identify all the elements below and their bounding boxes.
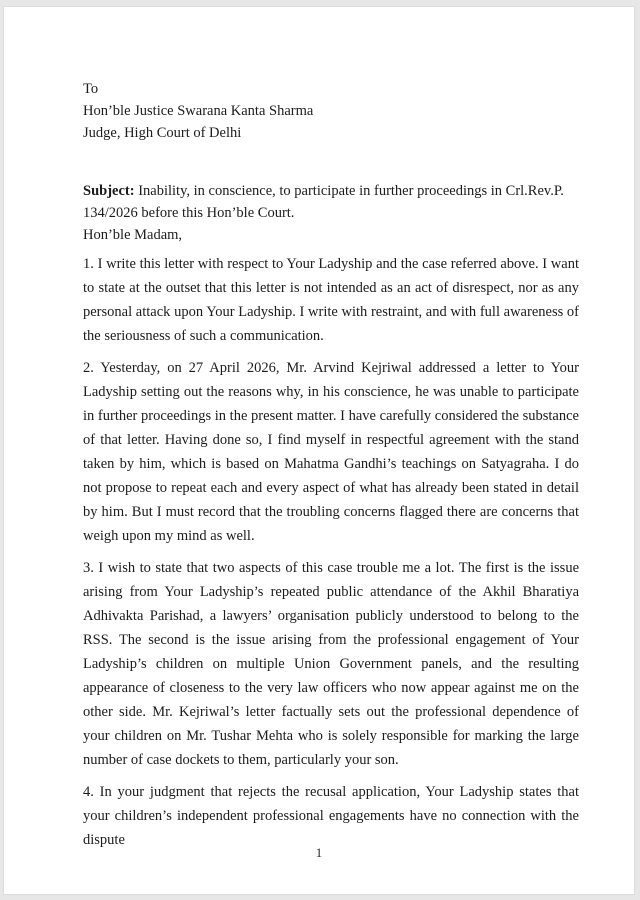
- subject-line: [83, 180, 579, 224]
- letter-paragraph-4: 4. In your judgment that rejects the recusal application, Your Ladyship states that your children’s independent professional engagements have no connection with the dispute: [83, 784, 579, 848]
- subject-text: Inability, in conscience, to participate in further proceedings in Crl.Rev.P. 134/2026 before this Hon’ble Court.: [83, 183, 564, 221]
- recipient-block: [83, 78, 579, 144]
- recipient-to: To: [83, 81, 99, 97]
- letter-body: [83, 78, 579, 852]
- recipient-title: Judge, High Court of Delhi: [83, 125, 242, 141]
- page-number: 1: [315, 845, 323, 860]
- letter-paragraph-3: 3. I wish to state that two aspects of this case trouble me a lot. The first is the issue arising from Your Ladyship’s repeated public attendance of the Akhil Bharatiya Adhivakta Parishad, a lawyers’ organisation publicly understood to belong to the RSS. The second is the issue arising from the professional engagement of Your Ladyship’s children on multiple Union Government panels, and the resulting appearance of closeness to the very law officers who now appear against me on the other side. Mr. Kejriwal’s letter factually sets out the professional dependence of your children on Mr. Tushar Mehta who is solely responsible for marking the large number of case dockets to them, particularly your son.: [83, 560, 579, 768]
- letter-paragraph-1: 1. I write this letter with respect to Your Ladyship and the case referred above. I want to state at the outset that this letter is not intended as an act of disrespect, nor as any personal attack upon Your Ladyship. I write with restraint, and with full awareness of the seriousness of such a communication.: [83, 256, 579, 344]
- letter-page: [3, 6, 635, 895]
- recipient-name: Hon’ble Justice Swarana Kanta Sharma: [83, 103, 314, 119]
- subject-label: Subject:: [83, 183, 135, 199]
- greeting: Hon’ble Madam,: [83, 227, 183, 243]
- letter-paragraph-2: 2. Yesterday, on 27 April 2026, Mr. Arvind Kejriwal addressed a letter to Your Ladyship setting out the reasons why, in his conscience, he was unable to participate in further proceedings in the present matter. I have carefully considered the substance of that letter. Having done so, I find myself in respectful agreement with the stand taken by him, which is based on Mahatma Gandhi’s teachings on Satyagraha. I do not propose to repeat each and every aspect of what has already been stated in detail by him. But I must record that the troubling concerns flagged there are concerns that weigh upon my mind as well.: [83, 360, 579, 544]
